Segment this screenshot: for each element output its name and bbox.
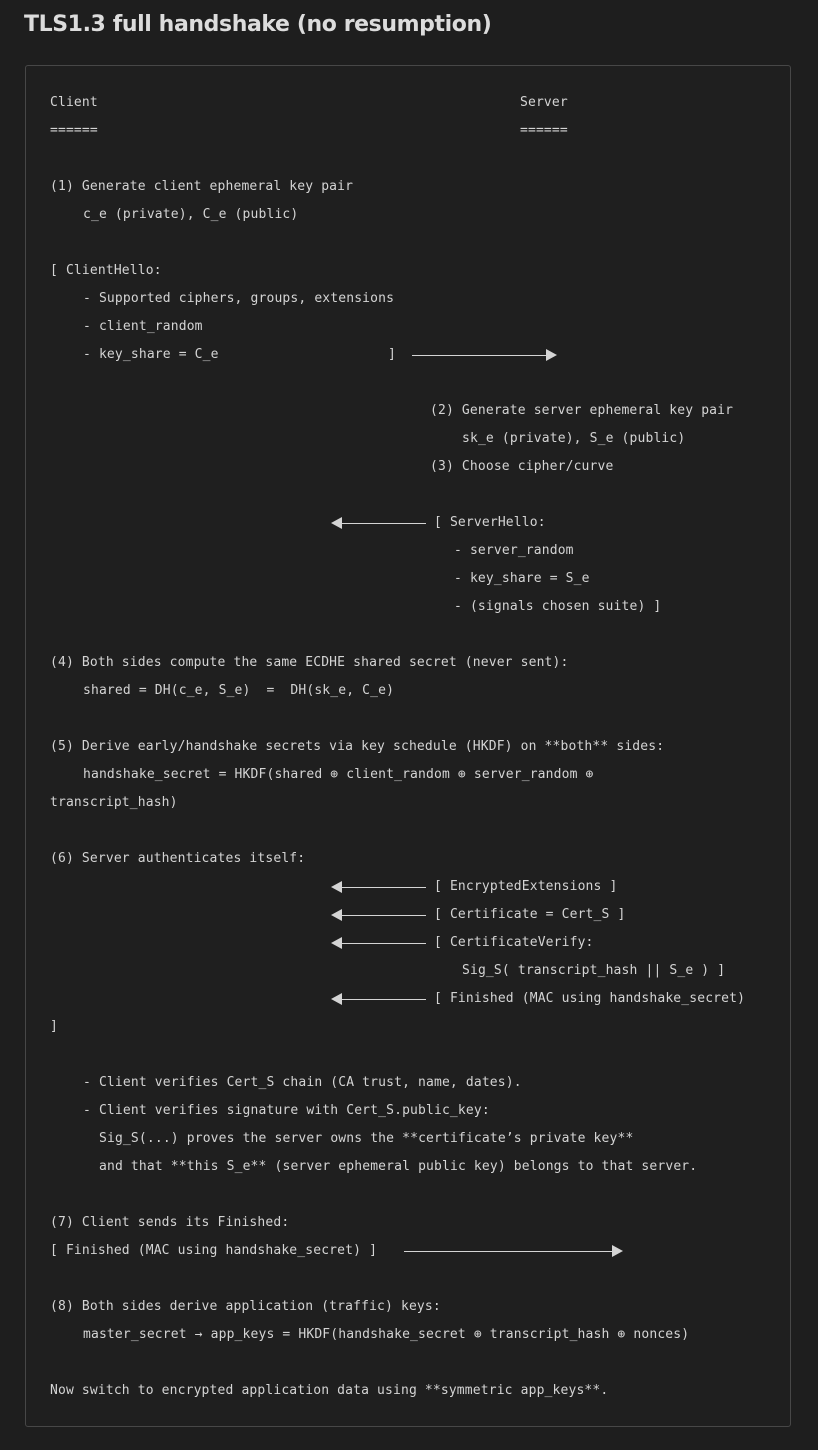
server-hello-item: - key_share = S_e	[454, 571, 590, 586]
certificate-verify-message: [ CertificateVerify:	[434, 935, 594, 950]
client-finished-message: [ Finished (MAC using handshake_secret) ]	[50, 1243, 378, 1258]
conclusion-line: Now switch to encrypted application data using **symmetric app_keys**.	[50, 1383, 609, 1398]
verification-line: and that **this S_e** (server ephemeral public key) belongs to that server.	[99, 1159, 698, 1174]
left-arrow-icon	[331, 937, 426, 949]
left-arrow-icon	[331, 517, 426, 529]
step-3-title: (3) Choose cipher/curve	[430, 459, 614, 474]
server-finished-message: [ Finished (MAC using handshake_secret)	[434, 991, 746, 1006]
handshake-diagram-block	[25, 65, 791, 1427]
step-2-title: (2) Generate server ephemeral key pair	[430, 403, 734, 418]
step-5-formula-wrap: transcript_hash)	[50, 795, 178, 810]
left-arrow-icon	[331, 881, 426, 893]
left-arrow-icon	[331, 909, 426, 921]
step-4-formula: shared = DH(c_e, S_e) = DH(sk_e, C_e)	[83, 683, 395, 698]
step-2-keys: sk_e (private), S_e (public)	[462, 431, 686, 446]
client-column-header: Client	[50, 95, 98, 110]
client-hello-open: [ ClientHello:	[50, 263, 162, 278]
page-title: TLS1.3 full handshake (no resumption)	[24, 12, 492, 37]
verification-line: Sig_S(...) proves the server owns the **certificate’s private key**	[99, 1131, 634, 1146]
server-header-underline: ======	[520, 123, 568, 138]
certificate-message: [ Certificate = Cert_S ]	[434, 907, 626, 922]
step-5-formula: handshake_secret = HKDF(shared ⊕ client_random ⊕ server_random ⊕	[83, 767, 594, 782]
right-arrow-icon	[412, 349, 557, 361]
right-arrow-icon	[404, 1245, 623, 1257]
verification-line: - Client verifies signature with Cert_S.public_key:	[83, 1103, 490, 1118]
step-1-keys: c_e (private), C_e (public)	[83, 207, 299, 222]
client-hello-item: - key_share = C_e	[83, 347, 219, 362]
server-hello-item: - (signals chosen suite) ]	[454, 599, 662, 614]
step-8-formula: master_secret → app_keys = HKDF(handshake_secret ⊕ transcript_hash ⊕ nonces)	[83, 1327, 690, 1342]
signature-line: Sig_S( transcript_hash || S_e ) ]	[462, 963, 726, 978]
left-arrow-icon	[331, 993, 426, 1005]
client-hello-item: - Supported ciphers, groups, extensions	[83, 291, 395, 306]
server-hello-item: - server_random	[454, 543, 574, 558]
step-6-close: ]	[50, 1019, 58, 1034]
client-hello-item: - client_random	[83, 319, 203, 334]
step-8-title: (8) Both sides derive application (traffic) keys:	[50, 1299, 441, 1314]
step-4-title: (4) Both sides compute the same ECDHE shared secret (never sent):	[50, 655, 569, 670]
step-7-title: (7) Client sends its Finished:	[50, 1215, 290, 1230]
step-6-title: (6) Server authenticates itself:	[50, 851, 306, 866]
encrypted-extensions-message: [ EncryptedExtensions ]	[434, 879, 618, 894]
client-header-underline: ======	[50, 123, 98, 138]
step-1-title: (1) Generate client ephemeral key pair	[50, 179, 354, 194]
client-hello-close: ]	[388, 347, 396, 362]
server-column-header: Server	[520, 95, 568, 110]
verification-line: - Client verifies Cert_S chain (CA trust, name, dates).	[83, 1075, 522, 1090]
server-hello-open: [ ServerHello:	[434, 515, 546, 530]
step-5-title: (5) Derive early/handshake secrets via key schedule (HKDF) on **both** sides:	[50, 739, 665, 754]
